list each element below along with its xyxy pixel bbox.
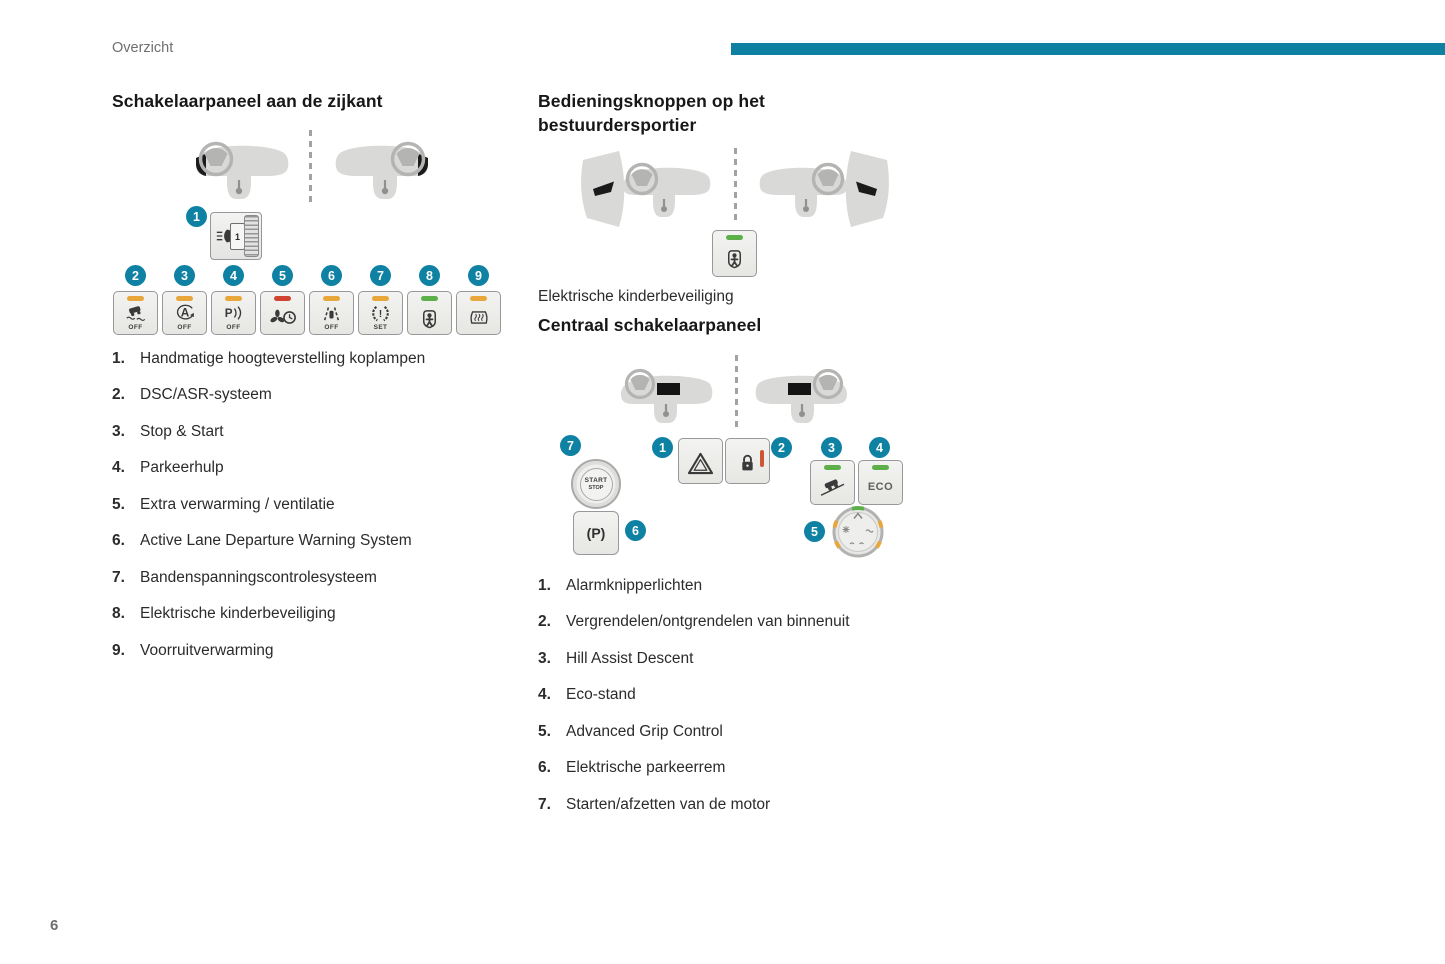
button-label: OFF <box>128 323 143 331</box>
svg-text:!: ! <box>378 307 383 320</box>
list-item <box>112 642 552 660</box>
list-item-number: 2. <box>112 386 125 403</box>
headlight-thumbwheel <box>244 215 259 257</box>
list-item <box>538 577 978 595</box>
list-item-text: Parkeerhulp <box>140 459 224 476</box>
callout-badge-5: 5 <box>804 521 825 542</box>
lhd-rhd-divider <box>309 130 312 204</box>
list-item-number: 7. <box>538 796 551 813</box>
diagram-side-switch-location <box>112 128 512 213</box>
dashboard-central-rhd-illustration <box>743 362 855 426</box>
callout-badge-2: 2 <box>125 265 146 286</box>
list-item <box>538 613 978 631</box>
door-dashboard-rhd-illustration <box>741 148 893 232</box>
list-item-text: Elektrische parkeerrem <box>566 759 726 776</box>
extra-heating-button <box>260 291 305 335</box>
parking-brake-button <box>573 511 619 555</box>
callout-badge-4: 4 <box>223 265 244 286</box>
list-item <box>538 796 978 814</box>
list-item-text: Alarmknipperlichten <box>566 577 703 594</box>
svg-text:P: P <box>224 306 232 320</box>
list-item <box>538 650 978 668</box>
hazard-triangle-icon <box>679 443 722 483</box>
stop-start-icon <box>163 301 206 325</box>
start-label: START <box>584 477 608 485</box>
page-header-label: Overzicht <box>112 40 174 56</box>
hill-descent-icon <box>811 470 854 504</box>
list-item <box>112 605 552 623</box>
lock-indicator-lamp <box>760 450 765 467</box>
dashboard-central-lhd-illustration <box>613 362 725 426</box>
esp-asr-off-icon <box>114 301 157 325</box>
list-item <box>112 569 552 587</box>
eco-mode-button <box>858 460 903 505</box>
list-item-text: Hill Assist Descent <box>566 650 694 667</box>
child-lock-icon <box>713 240 756 276</box>
list-item <box>112 386 552 404</box>
list-item <box>112 350 552 368</box>
button-label: OFF <box>324 323 339 331</box>
accent-bar <box>731 43 1445 55</box>
headlight-dial-window <box>230 223 245 250</box>
list-item-number: 6. <box>538 759 551 776</box>
list-item-number: 7. <box>112 569 125 586</box>
list-item <box>112 459 552 477</box>
headlight-adjuster-panel <box>210 212 262 260</box>
callout-badge-5: 5 <box>272 265 293 286</box>
list-item <box>112 496 552 514</box>
diagram-door-switch-location <box>538 146 938 230</box>
list-item-number: 1. <box>538 577 551 594</box>
list-item-number: 2. <box>538 613 551 630</box>
child-lock-icon <box>408 301 451 334</box>
dashboard-lhd-illustration <box>185 135 297 203</box>
callout-badge-6: 6 <box>625 520 646 541</box>
start-stop-face <box>580 468 613 501</box>
child-lock-door-button <box>712 230 757 277</box>
list-item-number: 4. <box>112 459 125 476</box>
callout-badge-3: 3 <box>174 265 195 286</box>
grip-control-dial <box>831 505 885 559</box>
start-stop-button <box>571 459 621 509</box>
list-item-number: 8. <box>112 605 125 622</box>
list-item-text: Stop & Start <box>140 423 224 440</box>
callout-badge-7: 7 <box>370 265 391 286</box>
section-title-side-panel: Schakelaarpaneel aan de zijkant <box>112 91 383 111</box>
list-item <box>538 723 978 741</box>
callout-badge-1: 1 <box>652 437 673 458</box>
stop-start-off-button <box>162 291 207 335</box>
hazard-lights-button <box>678 438 723 484</box>
hill-assist-descent-button <box>810 460 855 505</box>
lhd-rhd-divider <box>734 148 737 224</box>
callout-badge-8: 8 <box>419 265 440 286</box>
parking-sensor-icon <box>212 301 255 325</box>
list-item-text: Voorruitverwarming <box>140 642 274 659</box>
list-item-number: 3. <box>112 423 125 440</box>
list-item-text: DSC/ASR-systeem <box>140 386 272 403</box>
callout-badge-6: 6 <box>321 265 342 286</box>
callout-badge-3: 3 <box>821 437 842 458</box>
tyre-pressure-button <box>358 291 403 335</box>
tyre-pressure-icon <box>359 301 402 325</box>
central-locking-button <box>725 438 770 484</box>
list-item-number: 6. <box>112 532 125 549</box>
heater-fan-timer-icon <box>261 301 304 334</box>
list-item-text: Eco-stand <box>566 686 636 703</box>
callout-badge-2: 2 <box>771 437 792 458</box>
button-label: SET <box>373 323 388 331</box>
list-item-number: 9. <box>112 642 125 659</box>
list-item-text: Bandenspanningscontrolesysteem <box>140 569 377 586</box>
parking-brake-label: (P) <box>586 525 606 541</box>
callout-badge-1: 1 <box>186 206 207 227</box>
lhd-rhd-divider <box>735 355 738 431</box>
list-item-text: Elektrische kinderbeveiliging <box>140 605 336 622</box>
title-line-2: bestuurdersportier <box>538 115 697 135</box>
list-item <box>112 532 552 550</box>
windscreen-heating-button <box>456 291 501 335</box>
list-item-number: 4. <box>538 686 551 703</box>
list-item-text: Active Lane Departure Warning System <box>140 532 412 549</box>
title-line-1: Bedieningsknoppen op het <box>538 91 765 111</box>
list-item <box>538 686 978 704</box>
door-dashboard-lhd-illustration <box>577 148 729 232</box>
svg-text:A: A <box>180 305 189 320</box>
list-item-text: Advanced Grip Control <box>566 723 723 740</box>
door-button-caption: Elektrische kinderbeveiliging <box>538 288 734 305</box>
list-item <box>112 423 552 441</box>
list-item-number: 3. <box>538 650 551 667</box>
page-number: 6 <box>50 917 59 934</box>
list-item-number: 1. <box>112 350 125 367</box>
parking-sensor-off-button <box>211 291 256 335</box>
list-item-number: 5. <box>538 723 551 740</box>
list-item-text: Starten/afzetten van de motor <box>566 796 771 813</box>
diagram-central-switch-location <box>538 352 938 434</box>
dashboard-rhd-illustration <box>327 135 439 203</box>
lane-departure-icon <box>310 301 353 325</box>
list-item-text: Vergrendelen/ontgrendelen van binnenuit <box>566 613 850 630</box>
list-item <box>538 759 978 777</box>
callout-badge-4: 4 <box>869 437 890 458</box>
callout-badge-7: 7 <box>560 435 581 456</box>
list-item-text: Extra verwarming / ventilatie <box>140 496 335 513</box>
list-item-number: 5. <box>112 496 125 513</box>
child-lock-button <box>407 291 452 335</box>
button-label: OFF <box>226 323 241 331</box>
stop-label: STOP <box>588 484 604 491</box>
section-title-door-controls <box>538 89 765 137</box>
lane-departure-off-button <box>309 291 354 335</box>
list-item-text: Handmatige hoogteverstelling koplampen <box>140 350 426 367</box>
esp-asr-off-button <box>113 291 158 335</box>
section-title-central-panel: Centraal schakelaarpaneel <box>538 315 762 335</box>
eco-label: ECO <box>867 481 894 493</box>
windscreen-heating-icon <box>457 301 500 334</box>
button-label: OFF <box>177 323 192 331</box>
callout-badge-9: 9 <box>468 265 489 286</box>
headlight-dial-value: 1 <box>234 231 240 242</box>
